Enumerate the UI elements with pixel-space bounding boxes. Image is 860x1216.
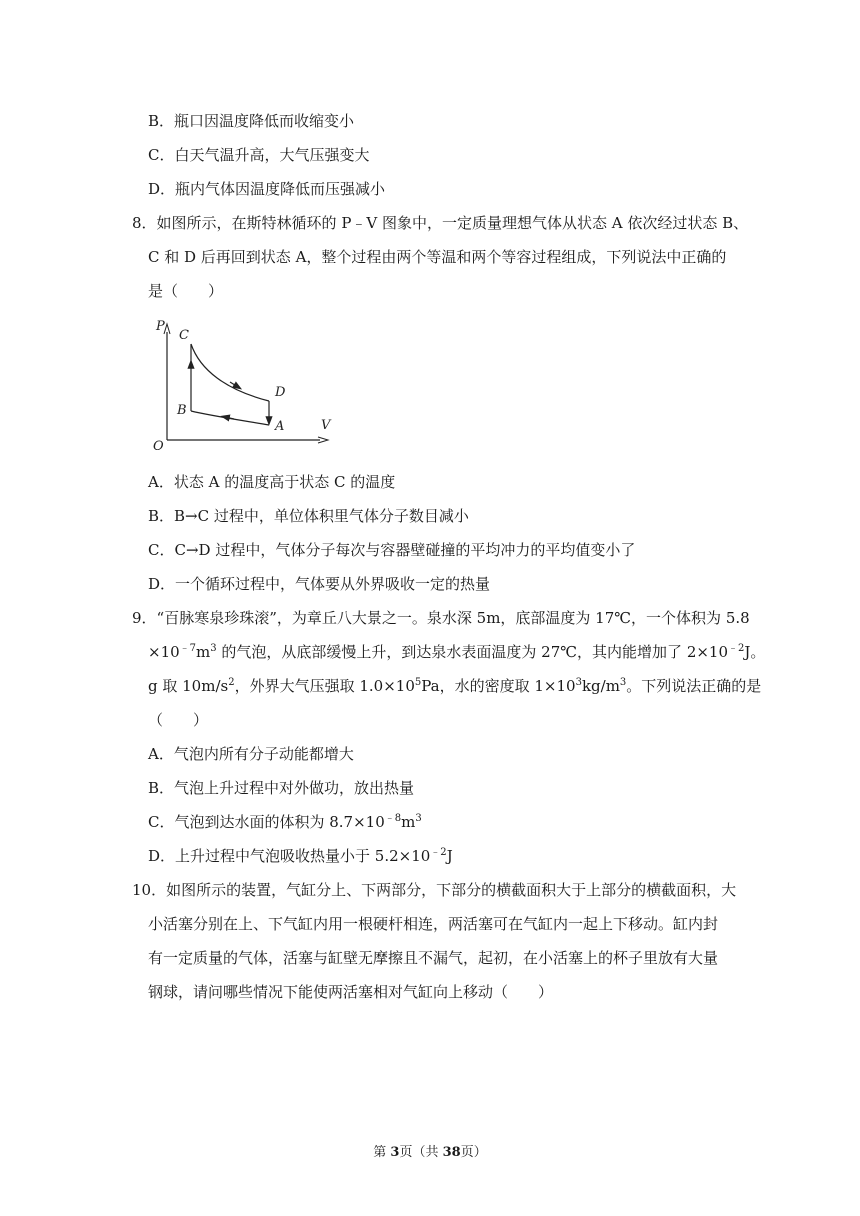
q8-option-b: B．B→C 过程中，单位体积里气体分子数目减小 xyxy=(148,507,469,525)
q8-option-a: A．状态 A 的温度高于状态 C 的温度 xyxy=(148,473,396,491)
pv-diagram xyxy=(148,312,338,457)
q8-stem-line1: 8．如图所示，在斯特林循环的 P﹣V 图象中，一定质量理想气体从状态 A 依次经过状态 B、 xyxy=(132,214,749,232)
q9-option-a: A．气泡内所有分子动能都增大 xyxy=(148,745,354,763)
q10-stem-line3: 有一定质量的气体，活塞与缸壁无摩擦且不漏气，起初，在小活塞上的杯子里放有大量 xyxy=(148,949,719,967)
q8-stem-line2: C 和 D 后再回到状态 A，整个过程由两个等温和两个等容过程组成，下列说法中正确的 xyxy=(148,248,727,266)
q9-option-b: B．气泡上升过程中对外做功，放出热量 xyxy=(148,779,415,797)
process-c-to-d xyxy=(191,344,269,401)
q9-option-d: D．上升过程中气泡吸收热量小于 $5.2\times 10^{﹣2}J$ xyxy=(148,847,453,865)
point-c-label: C xyxy=(179,328,189,343)
q7-option-d: D．瓶内气体因温度降低而压强减小 xyxy=(148,180,386,198)
q7-option-b: B．瓶口因温度降低而收缩变小 xyxy=(148,112,355,130)
q7-option-c: C．白天气温升高，大气压强变大 xyxy=(148,146,370,164)
q10-stem-line4: 钢球，请问哪些情况下能使两活塞相对气缸向上移动（ ） xyxy=(148,983,554,1001)
q10-stem-line2: 小活塞分别在上、下气缸内用一根硬杆相连，两活塞可在气缸内一起上下移动。缸内封 xyxy=(148,915,719,933)
point-b-label: B xyxy=(177,403,187,418)
total-page-count: 38 xyxy=(442,1145,461,1160)
p-axis-label: P xyxy=(156,319,165,334)
page-footer: 第 3页（共 38页） xyxy=(373,1145,487,1160)
process-c-to-d-arrow-icon xyxy=(230,382,238,387)
q9-option-c: C．气泡到达水面的体积为 $8.7\times 10^{﹣8}m^3$ xyxy=(148,813,422,831)
q8-stem-line3: 是（ ） xyxy=(148,282,224,300)
q8-option-c: C．C→D 过程中，气体分子每次与容器壁碰撞的平均冲力的平均值变小了 xyxy=(148,541,636,559)
v-axis-label: V xyxy=(321,418,331,433)
q9-stem-line1: 9．“百脉寒泉珍珠滚”，为章丘八大景之一。泉水深 5m，底部温度为 17℃，一个体积为 5.8 xyxy=(132,609,750,627)
point-a-label: A xyxy=(275,419,285,434)
q10-stem-line1: 10．如图所示的装置，气缸分上、下两部分，下部分的横截面积大于上部分的横截面积，大 xyxy=(132,881,737,899)
q8-option-d: D．一个循环过程中，气体要从外界吸收一定的热量 xyxy=(148,575,491,593)
origin-label: O xyxy=(153,439,164,454)
point-d-label: D xyxy=(275,385,286,400)
q9-stem-line3: g 取 $10m/s^2$，外界大气压强取 $1.0\times 10^5Pa$，水的密度取 $1\times 10^3kg/m^3$。下列说法正确的是 xyxy=(148,677,762,695)
current-page-number: 3 xyxy=(390,1145,400,1160)
q9-stem-line2: $\times 10^{﹣7}m^3$ 的气泡，从底部缓慢上升，到达泉水表面温度为 27℃，其内能增加了 $2\times 10^{﹣2}J$。 xyxy=(148,643,766,661)
q9-stem-line4: （ ） xyxy=(148,711,209,729)
